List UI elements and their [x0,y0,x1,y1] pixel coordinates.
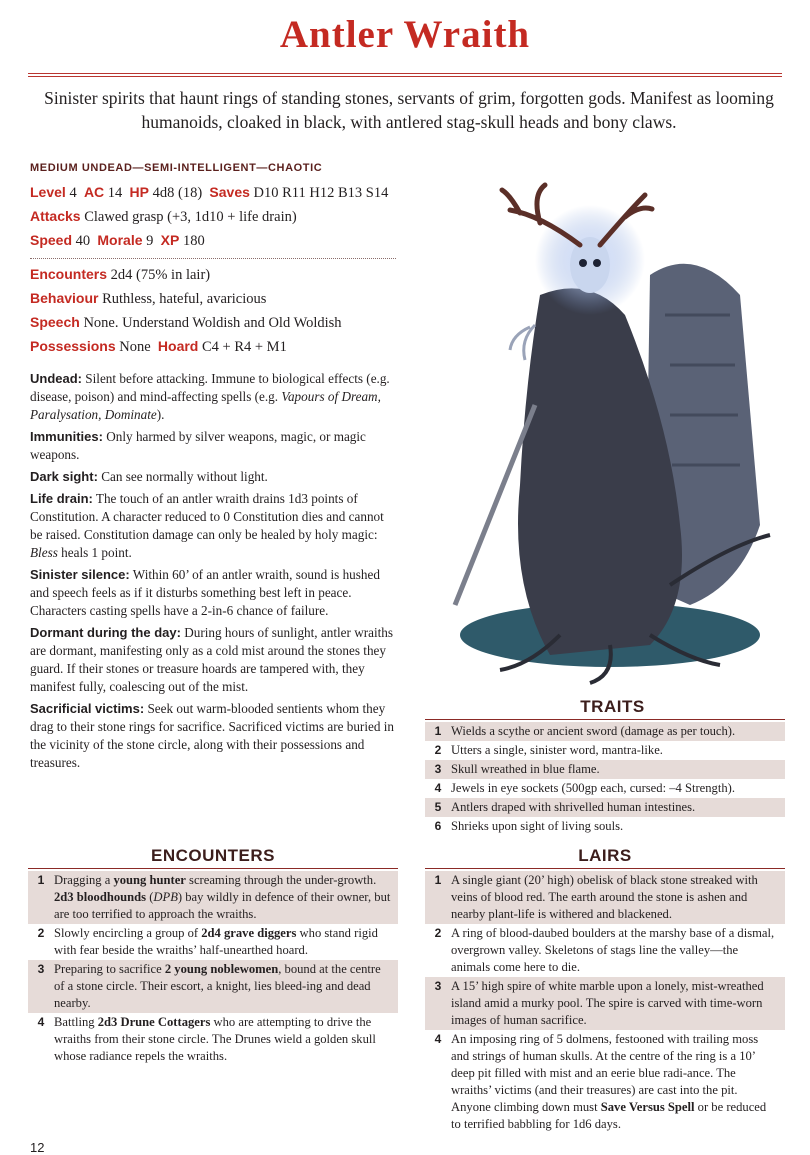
traits-title: TRAITS [580,697,645,716]
intro-text: Sinister spirits that haunt rings of standing stones, servants of grim, forgotten gods. Manifest as looming humanoids, cloaked in black, with antlered stag-skull heads and bony claws. [44,88,774,132]
row-number: 4 [434,1032,442,1046]
bold-run: 2 young noblewomen [164,962,279,976]
text-run: ( [146,890,154,904]
stat-line-7 [30,335,410,359]
ability-entry [30,566,398,620]
antler-wraith-illustration [440,165,785,685]
possessions-value: None [119,339,151,355]
table-row [425,798,785,817]
italic-run: DPB [153,890,178,904]
table-row [425,722,785,741]
row-number: 3 [37,962,45,976]
ability-entry [30,428,398,464]
ability-entry [30,700,398,772]
abilities-list [30,370,398,776]
bony-claw [510,325,535,360]
bold-run: Save Versus Spell [600,1100,695,1114]
ability-text: During hours of sunlight, antler wraiths are dormant, manifesting only as a cold mist around the stones they guard. If their stones or treasure hoards are tampered with, they manifest fully, coalescing out of the mist. [30,625,394,694]
table-row [425,977,785,1030]
text-run: , bound at the centre of a stone circle. Their escort, a knight, lies bleed-ing and dead nearby. [54,962,381,1010]
page-title: Antler Wraith [279,13,531,56]
row-text [54,961,398,1012]
bold-run: 2d4 grave diggers [201,926,297,940]
row-number: 1 [434,724,442,738]
ability-name: Sacrificial victims: [30,701,145,716]
text-run: Slowly encircling a group of [54,926,202,940]
speech-value: None. Understand Woldish and Old Woldish [83,315,342,331]
page-number: 12 [30,1140,45,1155]
ability-name: Immunities: [30,429,103,444]
speed-key: Speed [30,232,73,248]
stat-line-4 [30,263,410,287]
left-eye [579,259,587,267]
encounters-title: ENCOUNTERS [150,846,275,865]
right-eye [593,259,601,267]
hoard-value: C4 + R4 + M1 [201,339,287,355]
traits-divider [425,719,785,720]
ability-name: Undead: [30,371,82,386]
row-text [54,1014,398,1065]
table-row [425,779,785,798]
stat-header: MEDIUM UNDEAD—SEMI-INTELLIGENT—CHAOTIC [30,162,323,174]
text-run: or be reduced to terrified babbling for 1d6 days. [451,1100,767,1131]
ability-name: Dormant during the day: [30,625,181,640]
table-row [425,1030,785,1134]
behaviour-key: Behaviour [30,290,99,306]
row-text [54,872,398,923]
stat-line-5 [30,287,410,311]
row-number: 3 [434,979,442,993]
ability-name: Sinister silence: [30,567,130,582]
speech-key: Speech [30,314,80,330]
table-row [425,760,785,779]
row-number: 2 [434,926,442,940]
table-row [28,960,398,1013]
ability-tail: heals 1 point. [57,545,132,560]
row-number: 2 [434,743,442,757]
table-row [28,924,398,960]
row-number: 1 [37,873,45,887]
ability-italic: Vapours of Dream, Paralysation, Dominate [30,389,381,422]
row-text [451,1031,785,1133]
saves-value: D10 R11 H12 B13 S14 [253,185,389,201]
text-run: who stand rigid with fear beside the wraiths’ half-unearthed hoard. [54,926,378,957]
ac-value: 14 [107,185,123,201]
lairs-table [425,871,785,1134]
text-run: An imposing ring of 5 dolmens, festooned with trailing moss and strings of human skulls. At the centre of the ring is a 10’ deep pit filled with mist and an eerie blue radi-ance. The wraiths’ victims (and their treasures) are cast into the pit. Anyone climbing down must [451,1032,759,1114]
text-run: ) bay wildly in defence of their owner, but are too terrified to approach the wraiths. [54,890,391,921]
ability-text: Only harmed by silver weapons, magic, or magic weapons. [30,429,366,462]
encounters-value: 2d4 (75% in lair) [110,267,211,283]
saves-key: Saves [209,184,250,200]
ability-text: The touch of an antler wraith drains 1d3 points of Constitution. A character reduced to 0 Constitution dies and cannot be raised. Constitution damage can only be healed by holy magic: [30,491,384,542]
ability-text: Within 60’ of an antler wraith, sound is hushed and speech feels as if it disturbs something best left in peace. Characters casting spells have a 2-in-6 chance of failure. [30,567,380,618]
ability-text: Silent before attacking. Immune to biological effects (e.g. disease, poison) and mind-affecting spells (e.g. [30,371,390,404]
row-text: Utters a single, sinister word, mantra-like. [451,743,663,757]
row-text: Wields a scythe or ancient sword (damage as per touch). [451,724,736,738]
row-text: A ring of blood-daubed boulders at the marshy base of a dismal, overgrown valley. Skeletons of stags line the valley—the animals come here to die. [451,926,775,974]
encounters-key: Encounters [30,266,108,282]
ability-tail: ). [156,407,165,422]
ability-entry [30,468,398,486]
row-text: A 15’ high spire of white marble upon a lonely, mist-wreathed island amid a murky pool. The spire is carved with time-worn images of human sacrifice. [451,979,764,1027]
stat-line-1 [30,181,410,205]
row-text: Shrieks upon sight of living souls. [451,819,624,833]
lairs-title: LAIRS [578,846,632,865]
row-text: Skull wreathed in blue flame. [451,762,600,776]
title-divider [28,73,782,77]
text-run: Dragging a [54,873,114,887]
table-row [425,871,785,924]
ability-entry [30,370,398,424]
row-text: Jewels in eye sockets (500gp each, cursed: –4 Strength). [451,781,735,795]
speed-value: 40 [75,233,91,249]
row-text [54,925,398,959]
stat-line-2 [30,205,410,229]
row-number: 2 [37,926,45,940]
bold-run: 2d3 bloodhounds [54,890,147,904]
bold-run: 2d3 Drune Cottagers [97,1015,211,1029]
morale-value: 9 [146,233,154,249]
xp-key: XP [160,232,180,248]
hp-value: 4d8 (18) [152,185,203,201]
table-row [425,924,785,977]
ability-entry [30,624,398,696]
encounters-table [28,871,398,1066]
row-number: 5 [434,800,442,814]
encounters-divider [28,868,398,869]
attacks-value: Clawed grasp (+3, 1d10 + life drain) [84,209,297,225]
row-number: 4 [434,781,442,795]
table-row [425,741,785,760]
stag-skull-head [570,237,610,293]
bold-run: young hunter [113,873,186,887]
row-number: 1 [434,873,442,887]
table-row [28,1013,398,1066]
ac-key: AC [83,184,105,200]
row-number: 3 [434,762,442,776]
stat-divider [30,258,396,259]
morale-key: Morale [97,232,143,248]
row-number: 4 [37,1015,45,1029]
level-value: 4 [69,185,77,201]
possessions-key: Possessions [30,338,116,354]
text-run: who are attempting to drive the wraiths from their stone circle. The Drunes wield a golden skull whose radiance repels the wraiths. [54,1015,376,1063]
lairs-divider [425,868,785,869]
behaviour-value: Ruthless, hateful, avaricious [102,291,267,307]
attacks-key: Attacks [30,208,81,224]
hp-key: HP [129,184,149,200]
stat-line-3 [30,229,410,253]
traits-table [425,722,785,836]
level-key: Level [30,184,66,200]
xp-value: 180 [182,233,205,249]
hoard-key: Hoard [157,338,199,354]
ability-text: Can see normally without light. [97,469,268,484]
ability-name: Life drain: [30,491,93,506]
text-run: screaming through the under-growth. [185,873,377,887]
row-number: 6 [434,819,442,833]
ability-italic: Bless [30,545,58,560]
stat-block [30,181,410,359]
stat-line-6 [30,311,410,335]
table-row [425,817,785,836]
ability-text: Seek out warm-blooded sentients whom they drag to their stone rings for sacrifice. Sacrificed victims are buried in the vicinity of the stone circle, along with their possessions and treasures. [30,701,394,770]
table-row [28,871,398,924]
text-run: Preparing to sacrifice [54,962,165,976]
ability-entry [30,490,398,562]
ability-name: Dark sight: [30,469,98,484]
row-text: A single giant (20’ high) obelisk of black stone streaked with veins of blood red. The earth around the stone is ashen and nearby plant-life is withered and blackened. [451,873,758,921]
row-text: Antlers draped with shrivelled human intestines. [451,800,696,814]
text-run: Battling [54,1015,98,1029]
